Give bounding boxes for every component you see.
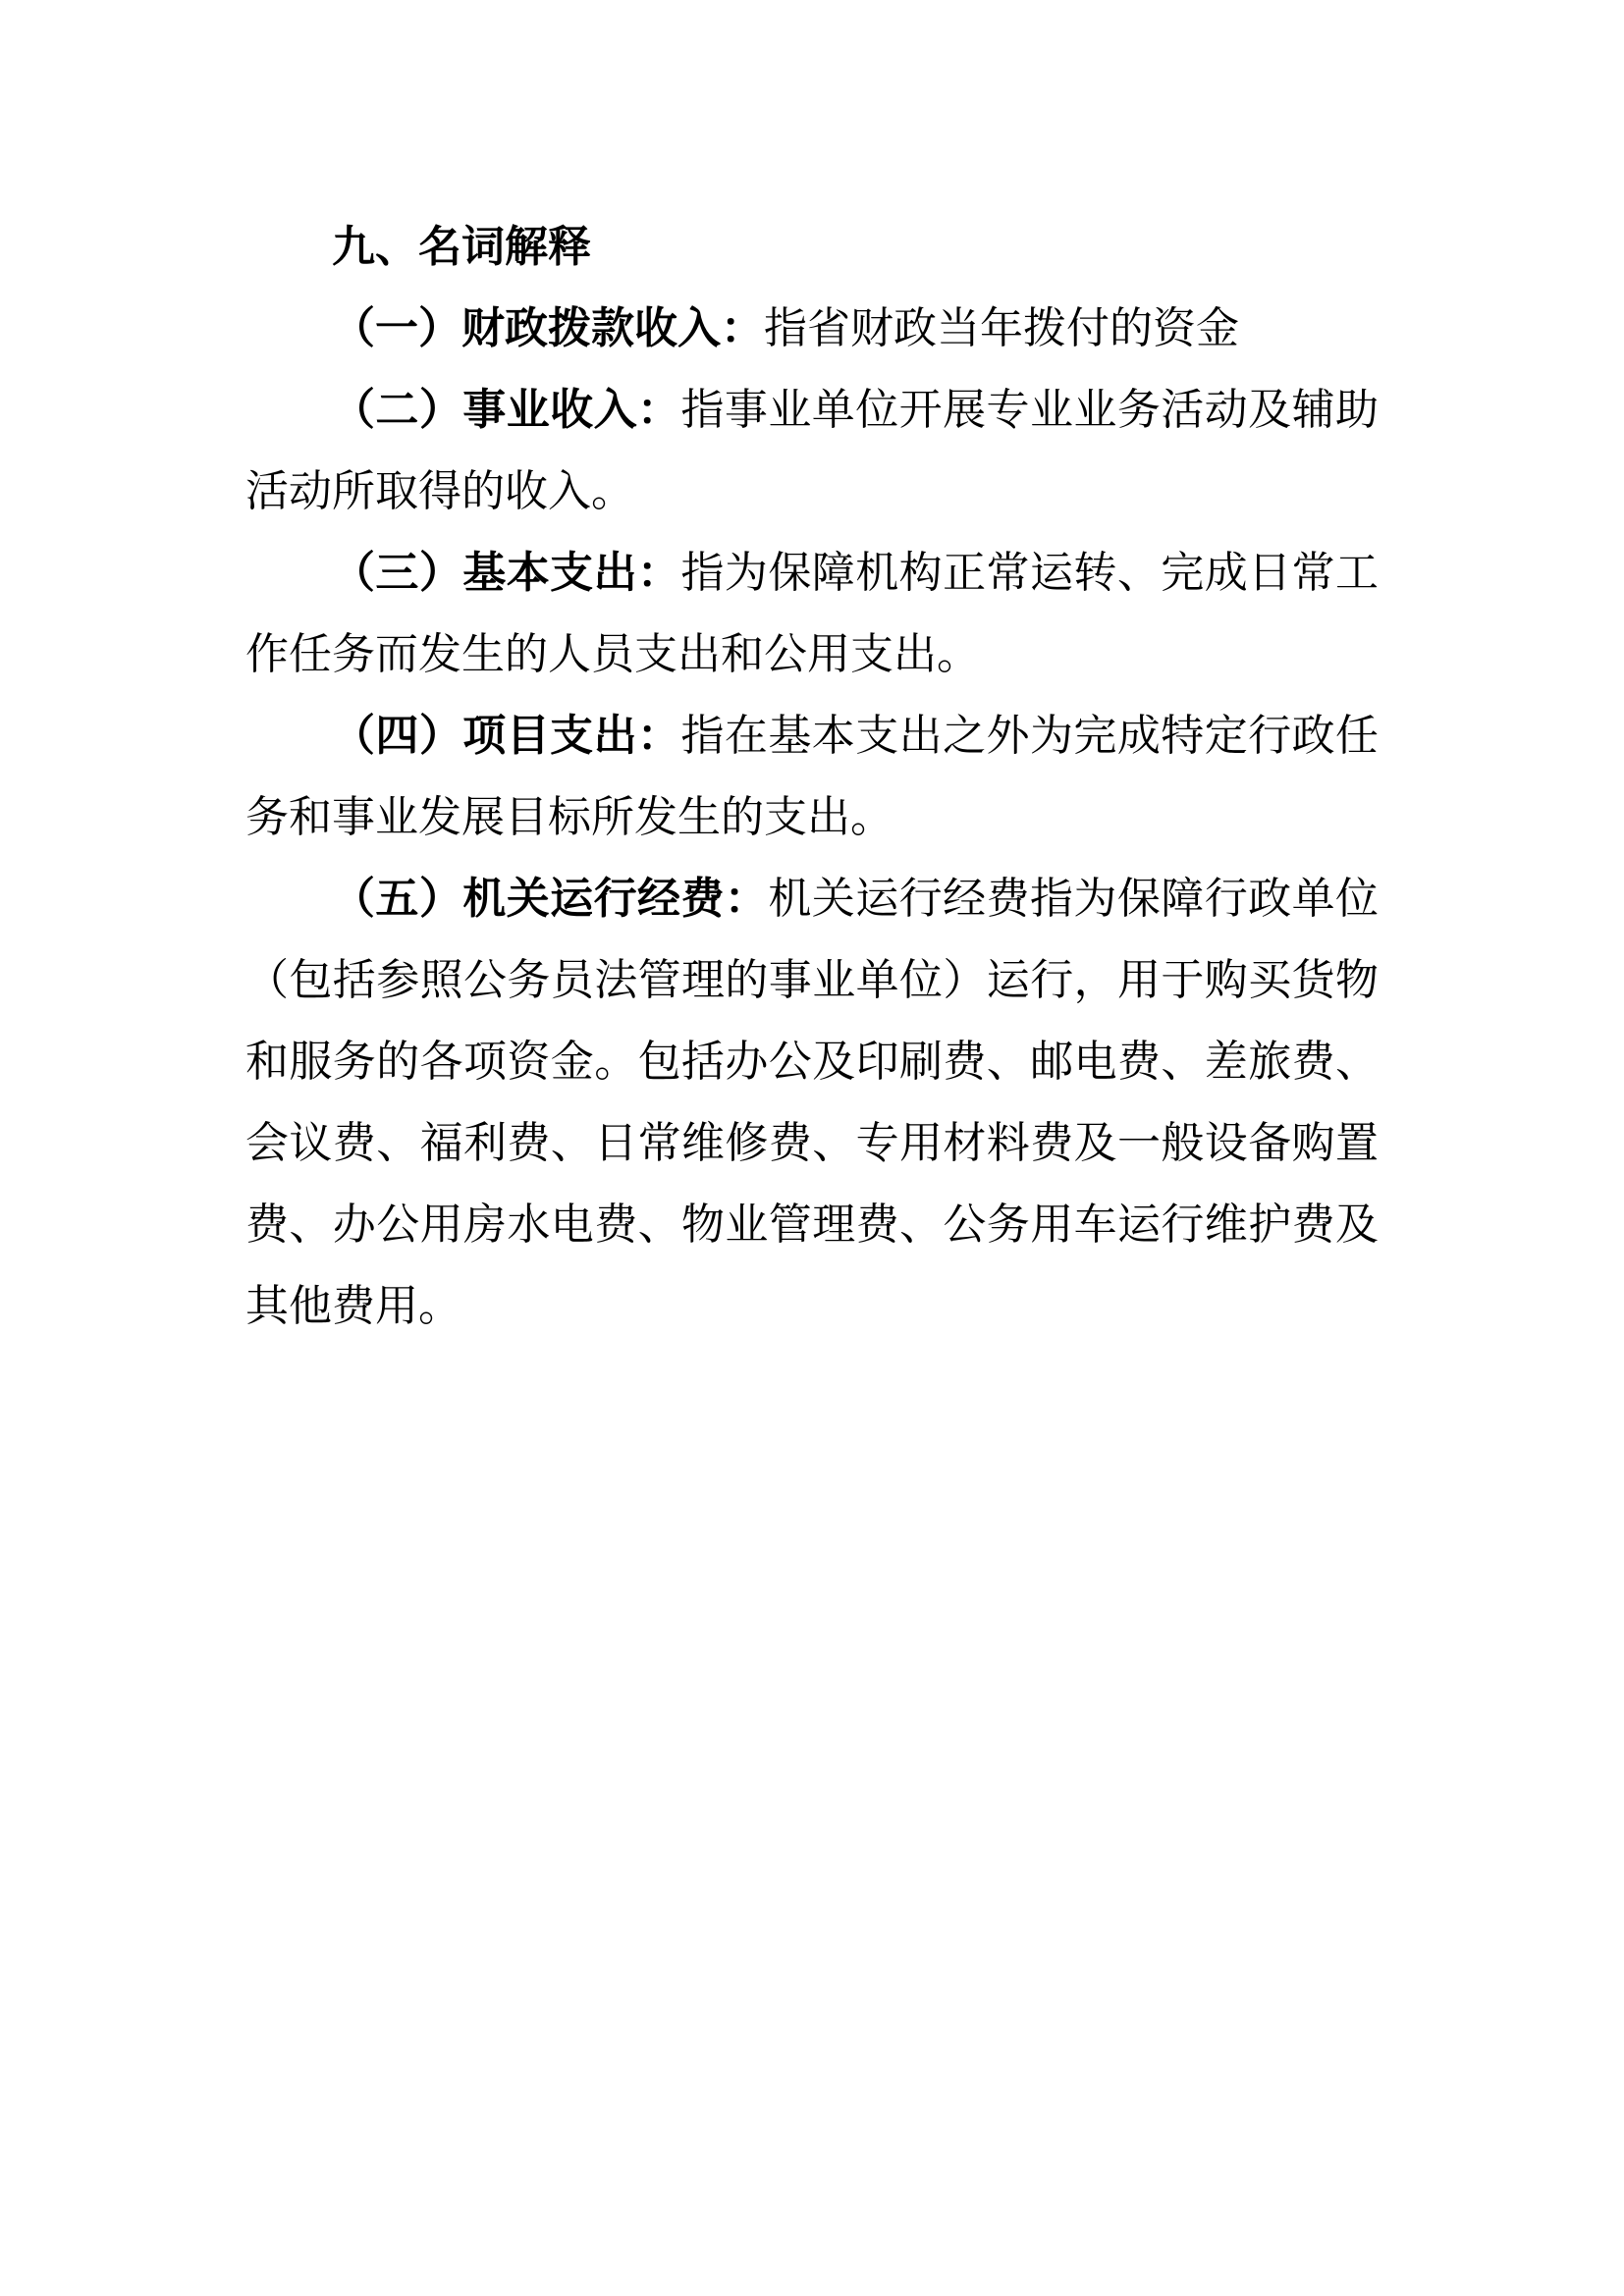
term-definition: 指在基本支出之外为完成特定行政任务和事业发展目标所发生的支出。	[245, 712, 1380, 841]
term-definition: 指事业单位开展专业业务活动及辅助活动所取得的收入。	[245, 386, 1380, 515]
term-label: （三）基本支出：	[332, 549, 681, 597]
term-definition: 指省财政当年拨付的资金	[764, 304, 1239, 352]
term-label: （四）项目支出：	[332, 712, 681, 760]
term-definition: 机关运行经费指为保障行政单位（包括参照公务员法管理的事业单位）运行，用于购买货物和服务的各项资金。包括办公及印刷费、邮电费、差旅费、会议费、福利费、日常维修费、专用材料费及一般设备购置费、办公用房水电费、物业管理费、公务用车运行维护费及其他费用。	[245, 875, 1380, 1330]
definition-paragraph-basic-expenditure	[245, 532, 1379, 695]
document-body	[245, 206, 1379, 1347]
term-label: （五）机关运行经费：	[332, 875, 769, 923]
definition-paragraph-operational-income	[245, 369, 1379, 532]
definition-paragraph-fiscal-allocation-income	[245, 288, 1379, 369]
definition-paragraph-project-expenditure	[245, 695, 1379, 858]
term-label: （二）事业收入：	[332, 386, 681, 434]
term-definition: 指为保障机构正常运转、完成日常工作任务而发生的人员支出和公用支出。	[245, 549, 1380, 678]
definition-paragraph-agency-operating-funds	[245, 858, 1379, 1347]
section-heading: 九、名词解释	[332, 223, 591, 271]
term-label: （一）财政拨款收入：	[332, 304, 764, 352]
